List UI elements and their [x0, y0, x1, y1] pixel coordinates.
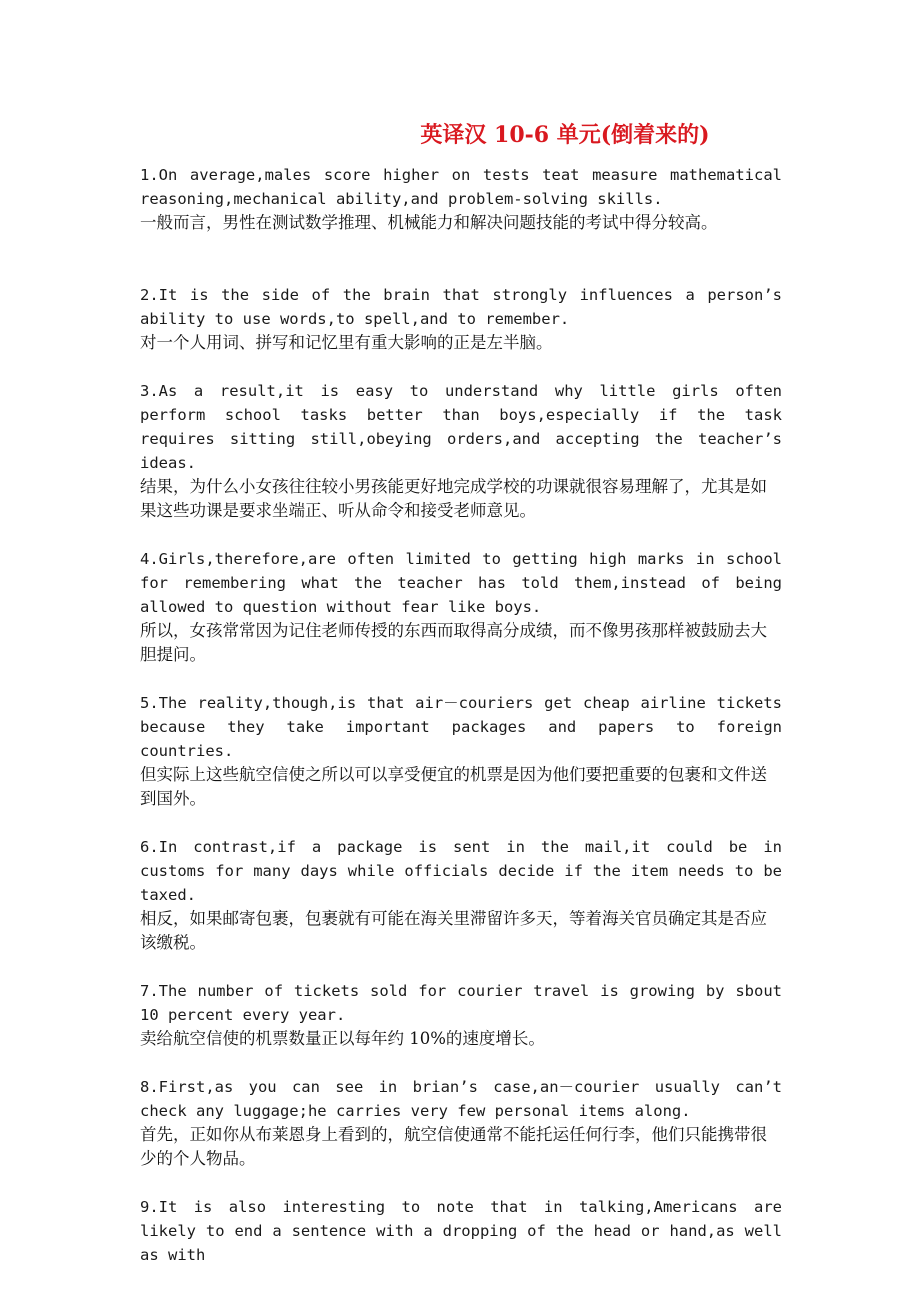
chinese-translation-7: 卖给航空信使的机票数量正以每年约 10%的速度增长。	[140, 1029, 545, 1048]
english-sentence-7: 7.The number of tickets sold for courier travel is growing by sbout 10 percent every year.	[140, 982, 782, 1024]
chinese-translation-8: 首先，正如你从布莱恩身上看到的，航空信使通常不能托运任何行李，他们只能携带很少的个人物品。	[140, 1125, 767, 1168]
chinese-translation-5: 但实际上这些航空信使之所以可以享受便宜的机票是因为他们要把重要的包裹和文件送到国外。	[140, 765, 767, 808]
english-sentence-6: 6.In contrast,if a package is sent in the mail,it could be in customs for many days while officials decide if the item needs to be taxed.	[140, 838, 782, 904]
english-sentence-1: 1.On average,males score higher on tests teat measure mathematical reasoning,mechanical ability,and problem-solving skills.	[140, 166, 782, 208]
english-sentence-3: 3.As a result,it is easy to understand why little girls often perform school tasks better than boys,especially if the task requires sitting still,obeying orders,and accepting the teacher’s ideas.	[140, 382, 782, 472]
translation-item-3	[140, 379, 782, 523]
translation-item-8	[140, 1075, 782, 1171]
document-body	[140, 163, 782, 1267]
translation-item-9	[140, 1195, 782, 1267]
chinese-translation-3: 结果，为什么小女孩往往较小男孩能更好地完成学校的功课就很容易理解了，尤其是如果这些功课是要求坐端正、听从命令和接受老师意见。	[140, 477, 767, 520]
translation-item-7	[140, 979, 782, 1051]
translation-item-6	[140, 835, 782, 955]
translation-item-1	[140, 163, 782, 235]
english-sentence-8: 8.First,as you can see in brian’s case,an－courier usually can’t check any luggage;he carries very few personal items along.	[140, 1078, 782, 1120]
document-title: 英译汉 10-6 单元(倒着来的)	[420, 122, 710, 148]
english-sentence-4: 4.Girls,therefore,are often limited to getting high marks in school for remembering what the teacher has told them,instead of being allowed to question without fear like boys.	[140, 550, 782, 616]
translation-item-2	[140, 283, 782, 355]
english-sentence-9: 9.It is also interesting to note that in talking,Americans are likely to end a sentence with a dropping of the head or hand,as well as with	[140, 1198, 782, 1264]
translation-item-5	[140, 691, 782, 811]
chinese-translation-1: 一般而言，男性在测试数学推理、机械能力和解决问题技能的考试中得分较高。	[140, 213, 718, 232]
chinese-translation-6: 相反，如果邮寄包裹，包裹就有可能在海关里滞留许多天，等着海关官员确定其是否应该缴税。	[140, 909, 767, 952]
chinese-translation-4: 所以，女孩常常因为记住老师传授的东西而取得高分成绩，而不像男孩那样被鼓励去大胆提问。	[140, 621, 767, 664]
english-sentence-5: 5.The reality,though,is that air－couriers get cheap airline tickets because they take important packages and papers to foreign countries.	[140, 694, 782, 760]
chinese-translation-2: 对一个人用词、拼写和记忆里有重大影响的正是左半脑。	[140, 333, 553, 352]
english-sentence-2: 2.It is the side of the brain that strongly influences a person’s ability to use words,to spell,and to remember.	[140, 286, 782, 328]
translation-item-4	[140, 547, 782, 667]
